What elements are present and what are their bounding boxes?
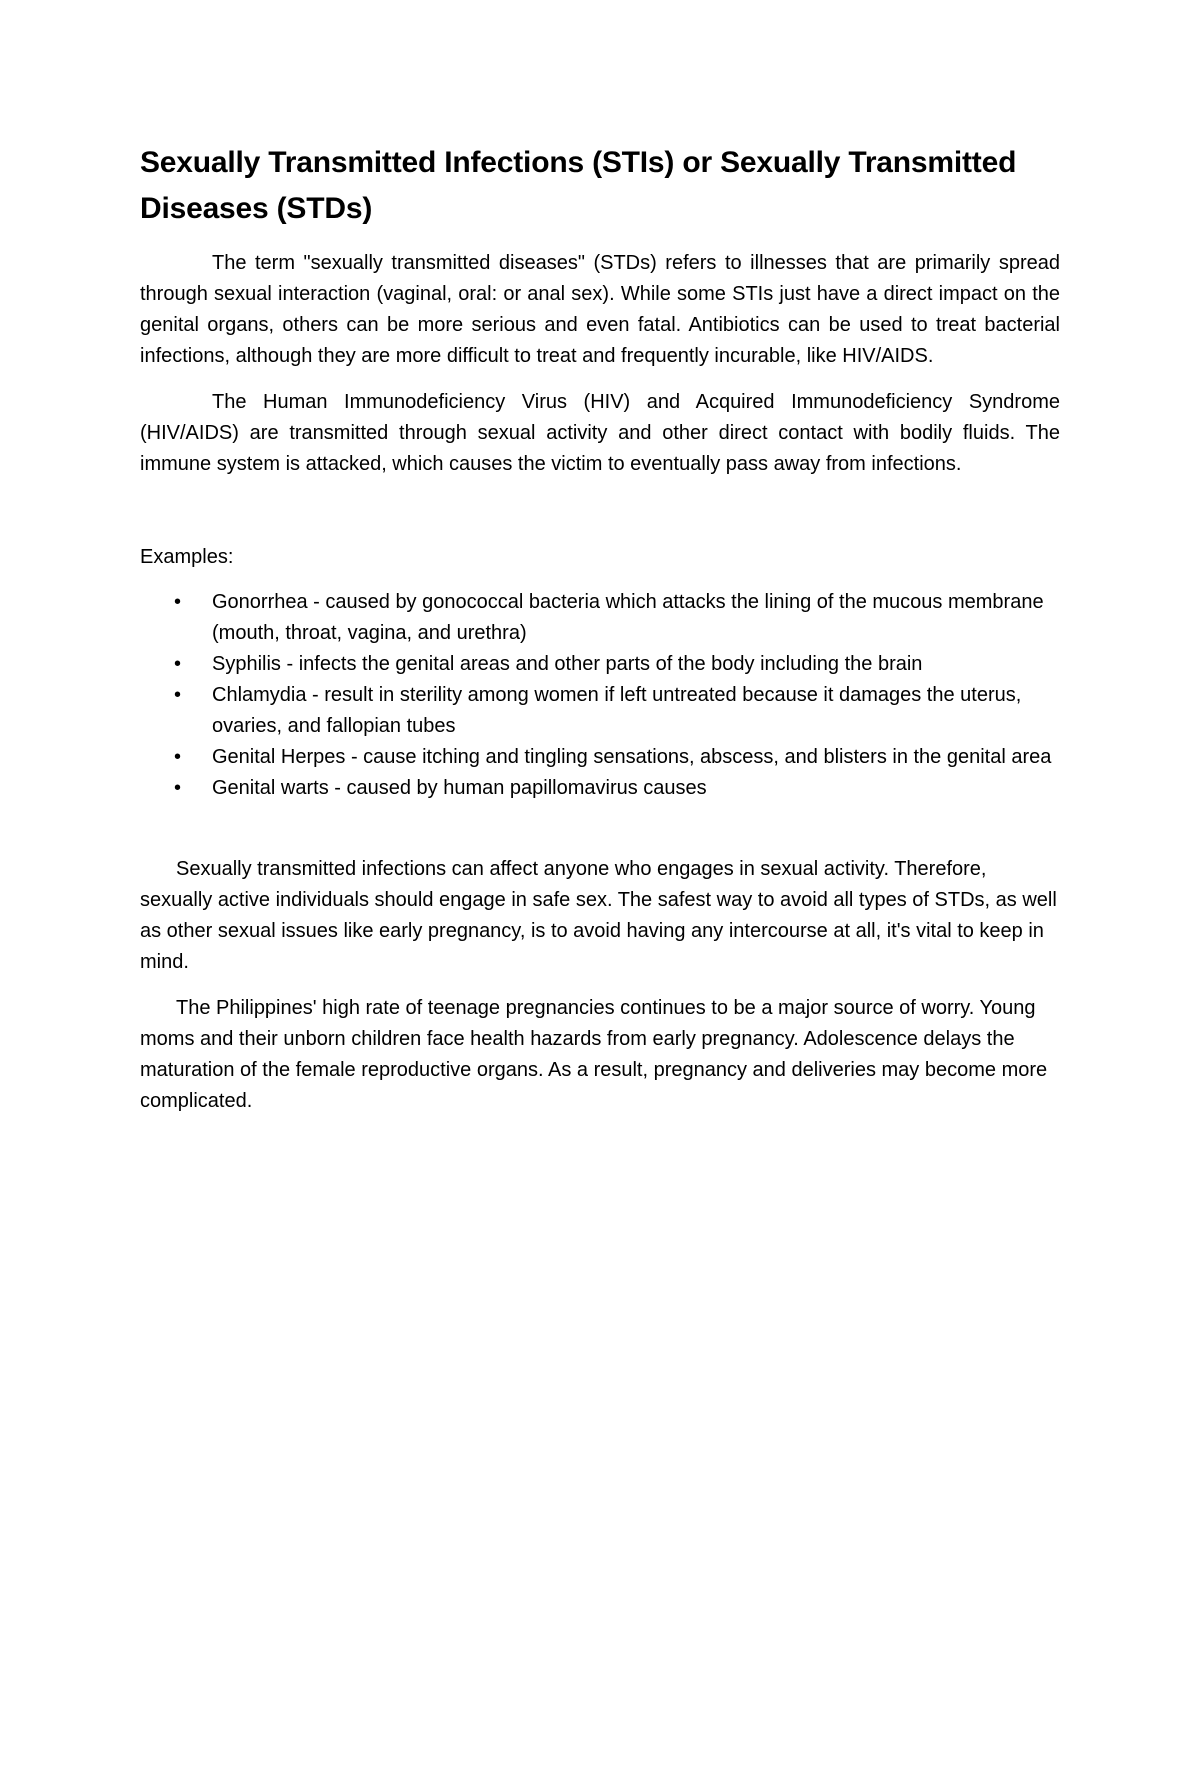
list-item	[140, 742, 1060, 773]
document-body	[140, 140, 1060, 1117]
example-text: Gonorrhea - caused by gonococcal bacteria which attacks the lining of the mucous membrane (mouth, throat, vagina, and urethra)	[212, 591, 1044, 644]
example-text: Genital Herpes - cause itching and tingling sensations, abscess, and blisters in the genital area	[212, 746, 1052, 768]
list-item	[140, 680, 1060, 742]
bullet-icon: •	[174, 653, 182, 675]
example-text: Chlamydia - result in sterility among women if left untreated because it damages the uterus, ovaries, and fallopian tubes	[212, 684, 1022, 737]
examples-list	[140, 587, 1060, 804]
list-item	[140, 649, 1060, 680]
examples-label: Examples:	[140, 546, 234, 568]
hiv-paragraph: The Human Immunodeficiency Virus (HIV) and Acquired Immunodeficiency Syndrome (HIV/AIDS) are transmitted through sexual activity and other direct contact with bodily fluids. The immune system is attacked, which causes the victim to eventually pass away from infections.	[140, 391, 1060, 475]
example-text: Genital warts - caused by human papillomavirus causes	[212, 777, 707, 799]
list-item	[140, 587, 1060, 649]
teen-pregnancy-paragraph: The Philippines' high rate of teenage pregnancies continues to be a major source of worry. Young moms and their unborn children face health hazards from early pregnancy. Adolescence delays the maturation of the female reproductive organs. As a result, pregnancy and deliveries may become more complicated.	[140, 997, 1048, 1112]
list-item	[140, 773, 1060, 804]
bullet-icon: •	[174, 777, 182, 799]
example-text: Syphilis - infects the genital areas and other parts of the body including the brain	[212, 653, 923, 675]
intro-paragraph: The term "sexually transmitted diseases" (STDs) refers to illnesses that are primarily spread through sexual interaction (vaginal, oral: or anal sex). While some STIs just have a direct impact on the genital organs, others can be more serious and even fatal. Antibiotics can be used to treat bacterial infections, although they are more difficult to treat and frequently incurable, like HIV/AIDS.	[140, 252, 1060, 367]
safe-sex-paragraph: Sexually transmitted infections can affect anyone who engages in sexual activity. Therefore, sexually active individuals should engage in safe sex. The safest way to avoid all types of STDs, as well as other sexual issues like early pregnancy, is to avoid having any intercourse at all, it's vital to keep in mind.	[140, 858, 1057, 973]
bullet-icon: •	[174, 746, 182, 768]
document-title: Sexually Transmitted Infections (STIs) or Sexually Transmitted Diseases (STDs)	[140, 146, 1017, 225]
bullet-icon: •	[174, 684, 182, 706]
bullet-icon: •	[174, 591, 182, 613]
